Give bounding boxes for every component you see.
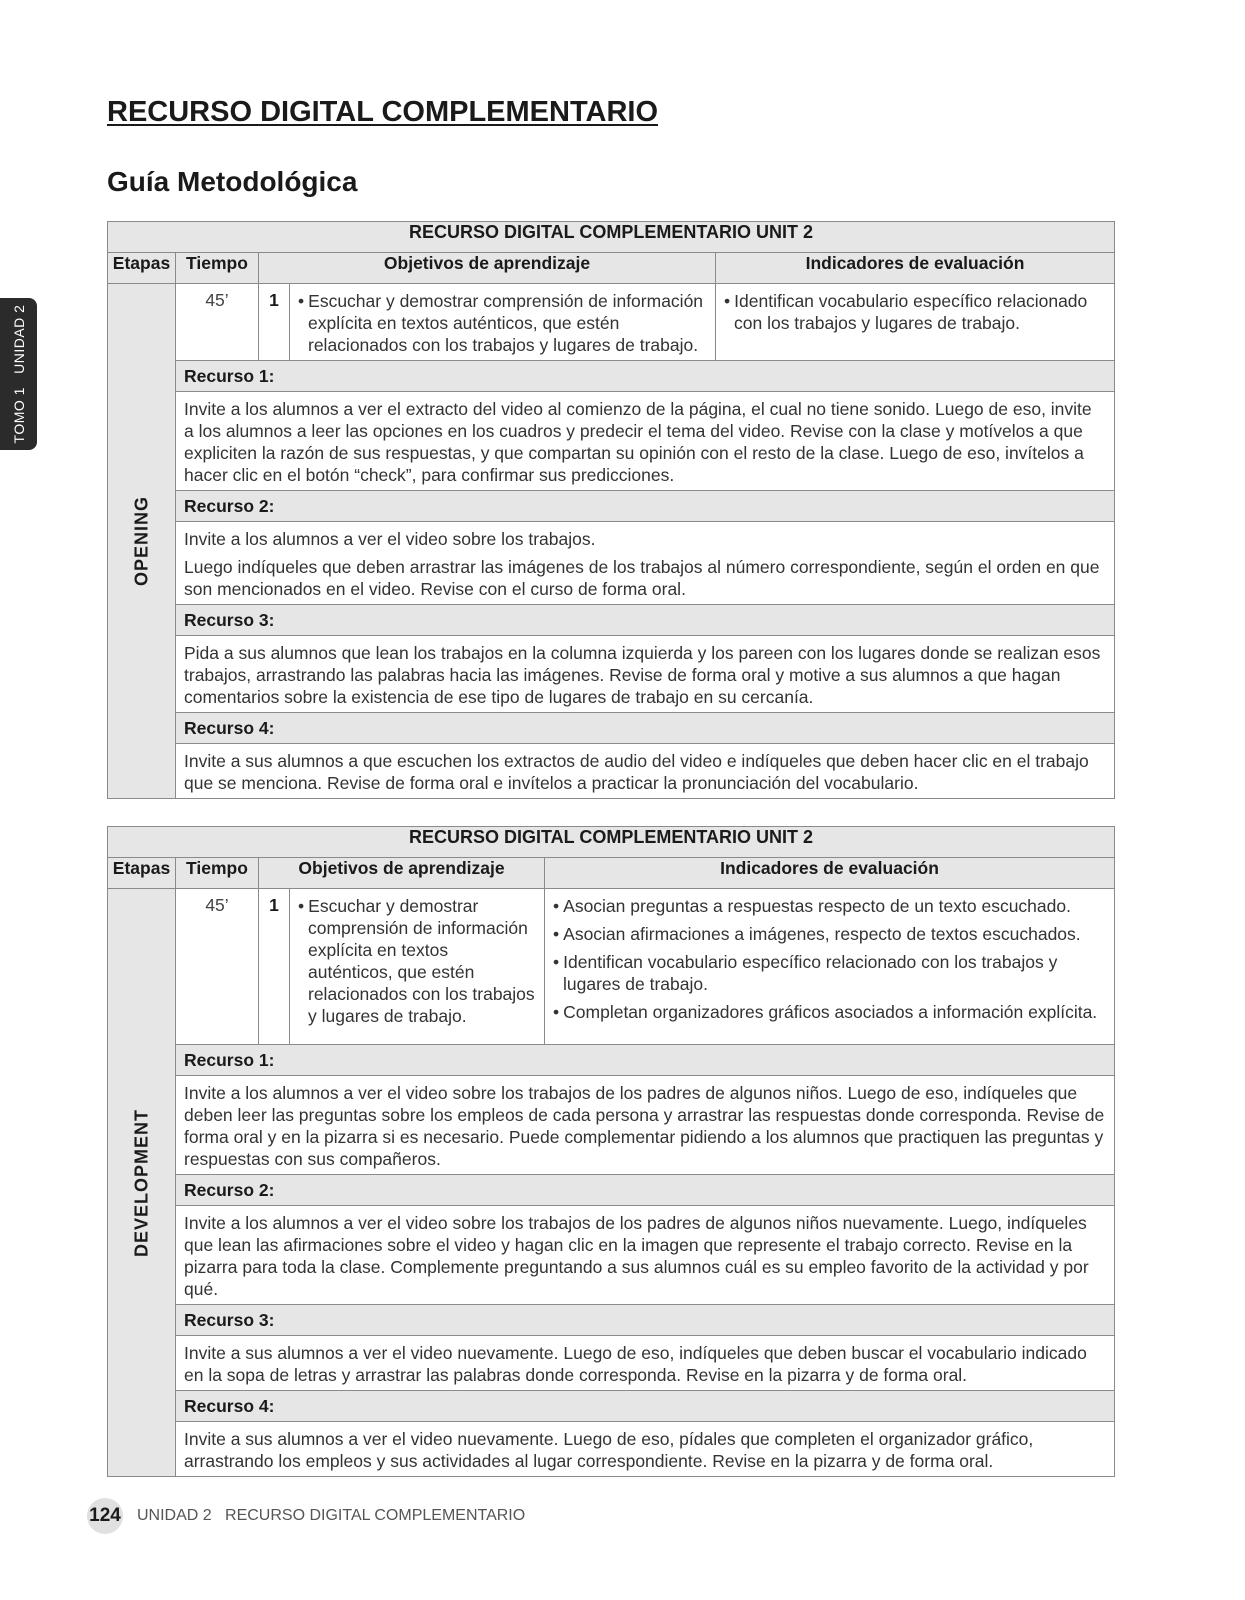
resource-label: Recurso 3:	[176, 1305, 1115, 1336]
resource-label: Recurso 2:	[176, 491, 1115, 522]
time-cell: 45’	[176, 889, 259, 1045]
guide-table-development	[107, 826, 1115, 1477]
footer-text: UNIDAD 2 RECURSO DIGITAL COMPLEMENTARIO	[137, 1507, 526, 1524]
objective-cell	[290, 889, 545, 1045]
objective-text: • Escuchar y demostrar comprensión de información explícita en textos auténticos, que estén relacionados con los trabajos y lugares de trabajo.	[296, 895, 536, 1027]
objective-number: 1	[259, 889, 290, 1045]
indicator-item: • Identifican vocabulario específico relacionado con los trabajos y lugares de trabajo.	[551, 951, 1106, 995]
resource-text: Invite a sus alumnos a ver el video nuevamente. Luego de eso, pídales que completen el organizador gráfico, arrastrando los empleos y sus actividades al lugar correspondiente. Revise en la pizarra y de forma oral.	[184, 1429, 1034, 1471]
resource-text: Invite a sus alumnos a que escuchen los extractos de audio del video e indíqueles que deben hacer clic en el trabajo que se menciona. Revise de forma oral e invítelos a practicar la pronunciación del vocabulario.	[184, 751, 1089, 793]
objective-text: • Escuchar y demostrar comprensión de información explícita en textos auténticos, que estén relacionados con los trabajos y lugares de trabajo.	[296, 290, 707, 356]
resource-body	[176, 392, 1115, 491]
resource-label: Recurso 2:	[176, 1175, 1115, 1206]
page-subtitle: Guía Metodológica	[107, 166, 358, 197]
page-title: RECURSO DIGITAL COMPLEMENTARIO	[107, 96, 658, 128]
indicator-item: • Identifican vocabulario específico relacionado con los trabajos y lugares de trabajo.	[722, 290, 1106, 334]
side-tab	[0, 298, 37, 450]
objective-cell	[290, 284, 716, 361]
stage-cell	[108, 889, 176, 1477]
column-header-tiempo: Tiempo	[176, 253, 259, 284]
page-number: 124	[87, 1498, 123, 1534]
side-tab-label: TOMO 1 UNIDAD 2	[10, 304, 27, 444]
resource-text: Luego indíqueles que deben arrastrar las imágenes de los trabajos al número correspondiente, según el orden en que son mencionados en el video. Revise con el curso de forma oral.	[184, 557, 1100, 599]
resource-body	[176, 1422, 1115, 1477]
stage-label: OPENING	[131, 495, 151, 587]
resource-body	[176, 1076, 1115, 1175]
resource-label: Recurso 3:	[176, 605, 1115, 636]
resource-text: Invite a los alumnos a ver el video sobre los trabajos de los padres de algunos niños nuevamente. Luego, indíqueles que lean las afirmaciones sobre el video y hagan clic en la imagen que represente el trabajo correcto. Revise en la pizarra para toda la clase. Complemente preguntando a sus alumnos cuál es su empleo favorito de la actividad y por qué.	[184, 1213, 1089, 1299]
stage-label: DEVELOPMENT	[131, 1108, 151, 1257]
time-cell: 45’	[176, 284, 259, 361]
indicator-item: • Completan organizadores gráficos asociados a información explícita.	[551, 1001, 1106, 1023]
indicator-item: • Asocian afirmaciones a imágenes, respecto de textos escuchados.	[551, 923, 1106, 945]
column-header-tiempo: Tiempo	[176, 858, 259, 889]
resource-body	[176, 1336, 1115, 1391]
resource-body	[176, 1206, 1115, 1305]
resource-text: Pida a sus alumnos que lean los trabajos en la columna izquierda y los pareen con los lugares donde se realizan esos trabajos, arrastrando las palabras hacia las imágenes. Revise de forma oral y motive a sus alumnos a que hagan comentarios sobre la existencia de ese tipo de lugares de trabajo en su cercanía.	[184, 643, 1101, 707]
resource-text: Invite a los alumnos a ver el video sobre los trabajos.	[184, 529, 596, 549]
column-header-objetivos: Objetivos de aprendizaje	[259, 858, 545, 889]
indicators-cell	[716, 284, 1115, 361]
indicator-item: • Asocian preguntas a respuestas respecto de un texto escuchado.	[551, 895, 1106, 917]
column-header-objetivos: Objetivos de aprendizaje	[259, 253, 716, 284]
resource-body	[176, 744, 1115, 799]
resource-label: Recurso 1:	[176, 1045, 1115, 1076]
resource-text: Invite a los alumnos a ver el video sobre los trabajos de los padres de algunos niños. Luego de eso, indíqueles que deben leer las preguntas sobre los empleos de cada persona y arrastrar las respuestas donde corresponda. Revise de forma oral y en la pizarra si es necesario. Puede complementar pidiendo a los alumnos que practiquen las preguntas y respuestas con sus compañeros.	[184, 1083, 1105, 1169]
guide-table-opening	[107, 221, 1115, 799]
resource-text: Invite a sus alumnos a ver el video nuevamente. Luego de eso, indíqueles que deben buscar el vocabulario indicado en la sopa de letras y arrastrar las palabras donde corresponda. Revise en la pizarra y de forma oral.	[184, 1343, 1087, 1385]
resource-label: Recurso 1:	[176, 361, 1115, 392]
page-footer	[87, 1498, 525, 1534]
column-header-etapas: Etapas	[108, 858, 176, 889]
resource-text: Invite a los alumnos a ver el extracto del video al comienzo de la página, el cual no tiene sonido. Luego de eso, invite a los alumnos a leer las opciones en los cuadros y predecir el tema del video. Revise con la clase y motívelos a que expliciten la razón de sus respuestas, y que compartan su opinión con el resto de la clase. Luego de eso, invítelos a hacer clic en el botón “check”, para confirmar sus predicciones.	[184, 399, 1092, 485]
resource-label: Recurso 4:	[176, 713, 1115, 744]
column-header-indicadores: Indicadores de evaluación	[716, 253, 1115, 284]
resource-body	[176, 636, 1115, 713]
table-header: RECURSO DIGITAL COMPLEMENTARIO UNIT 2	[108, 827, 1115, 858]
stage-cell	[108, 284, 176, 799]
resource-body	[176, 522, 1115, 605]
column-header-etapas: Etapas	[108, 253, 176, 284]
table-header: RECURSO DIGITAL COMPLEMENTARIO UNIT 2	[108, 222, 1115, 253]
column-header-indicadores: Indicadores de evaluación	[545, 858, 1115, 889]
resource-label: Recurso 4:	[176, 1391, 1115, 1422]
objective-number: 1	[259, 284, 290, 361]
indicators-cell	[545, 889, 1115, 1045]
